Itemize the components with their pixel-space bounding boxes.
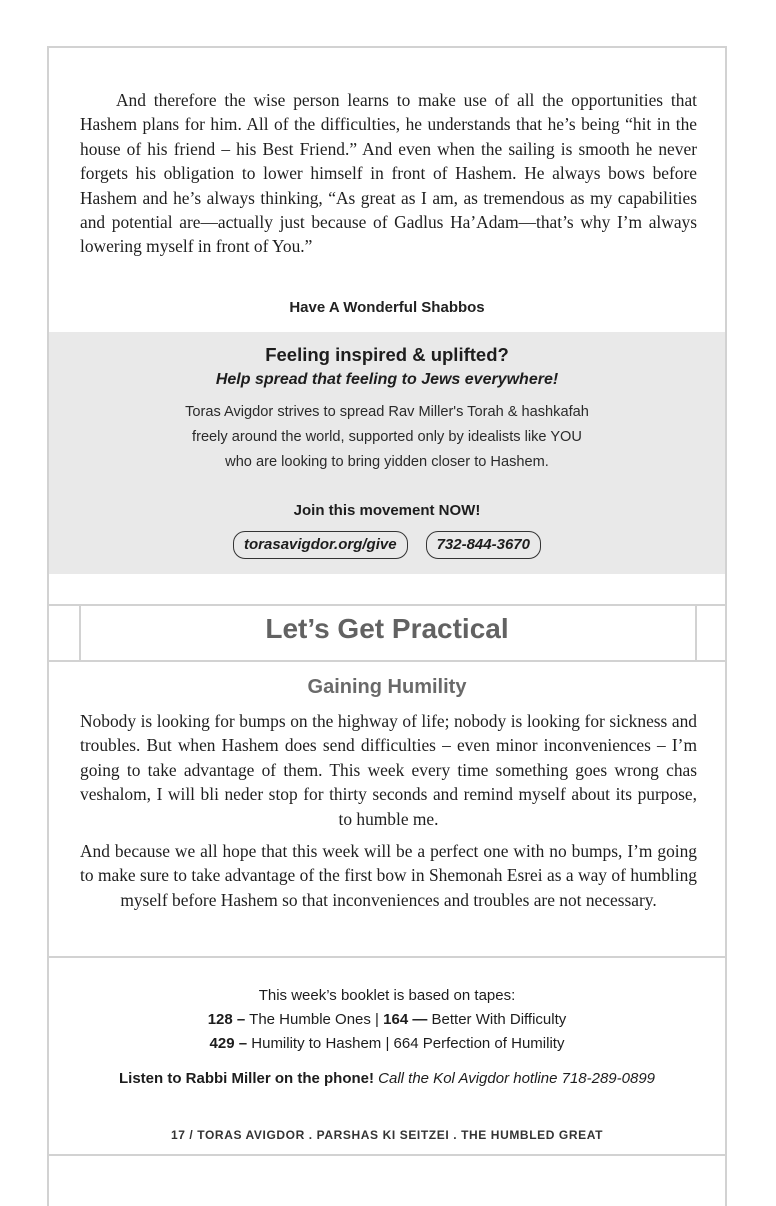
page-frame <box>47 46 727 1206</box>
phone-line-hotline: Call the Kol Avigdor hotline 718-289-0899 <box>378 1070 656 1087</box>
promo-title: Feeling inspired & uplifted? <box>265 344 509 365</box>
promo-join-text: Join this movement NOW! <box>293 502 481 519</box>
tape-title: Better With Difficulty <box>431 1011 567 1028</box>
donation-promo-box <box>49 332 725 574</box>
phone-line <box>49 1070 725 1087</box>
phone-pill[interactable]: 732-844-3670 <box>426 531 541 559</box>
section-divider <box>49 1154 725 1156</box>
practical-paragraph-2: And because we all hope that this week will be a perfect one with no bumps, I’m going to make sure to take advantage of the first bow in Shemonah Esrei as a way of humbling myself before Hashem so that inconveniences and troubles are not necessary. <box>80 841 697 910</box>
promo-contact-pills <box>49 531 725 559</box>
page-footer: 17 / TORAS AVIGDOR . PARSHAS KI SEITZEI . THE HUMBLED GREAT <box>170 1128 604 1142</box>
promo-body <box>49 400 725 475</box>
tapes-intro: This week’s booklet is based on tapes: <box>258 987 516 1004</box>
tapes-list <box>49 984 725 1056</box>
shabbos-greeting: Have A Wonderful Shabbos <box>289 299 485 316</box>
intro-paragraph: And therefore the wise person learns to make use of all the opportunities that Hashem plans for him. All of the difficulties, he understands that he’s being “hit in the house of his friend – his Best Friend.” And even when the sailing is smooth he never forgets his obligation to lower himself in front of Hashem. He always bows before Hashem and he’s always thinking, “As great as I am, as tremendous as my capabilities and potential are—actually just because of Gadlus Ha’Adam—that’s why I’m always lowering myself in front of You.” <box>80 90 697 257</box>
promo-subtitle: Help spread that feeling to Jews everywhere! <box>215 371 559 388</box>
tape-title: The Humble Ones | <box>249 1011 379 1028</box>
phone-line-bold: Listen to Rabbi Miller on the phone! <box>118 1070 374 1087</box>
promo-body-line: who are looking to bring yidden closer to Hashem. <box>225 454 549 470</box>
subheading: Gaining Humility <box>307 676 467 698</box>
section-heading: Let’s Get Practical <box>265 613 509 644</box>
section-divider <box>49 956 725 958</box>
tape-number: 128 – <box>207 1011 246 1028</box>
tape-title: Humility to Hashem | 664 Perfection of Humility <box>251 1035 565 1052</box>
tape-number: 429 – <box>209 1035 248 1052</box>
promo-body-line: Toras Avigdor strives to spread Rav Miller's Torah & hashkafah <box>185 404 589 420</box>
practical-paragraph-1: Nobody is looking for bumps on the highway of life; nobody is looking for sickness and troubles. But when Hashem does send difficulties – even minor inconveniences – I’m going to take advantage of them. This week every time something goes wrong chas veshalom, I will bli neder stop for thirty seconds and remind myself about its purpose, to humble me. <box>80 711 697 829</box>
promo-body-line: freely around the world, supported only by idealists like YOU <box>192 429 582 445</box>
donate-link-pill[interactable]: torasavigdor.org/give <box>233 531 408 559</box>
tape-number: 164 — <box>383 1011 428 1028</box>
heading-divider <box>49 660 725 662</box>
